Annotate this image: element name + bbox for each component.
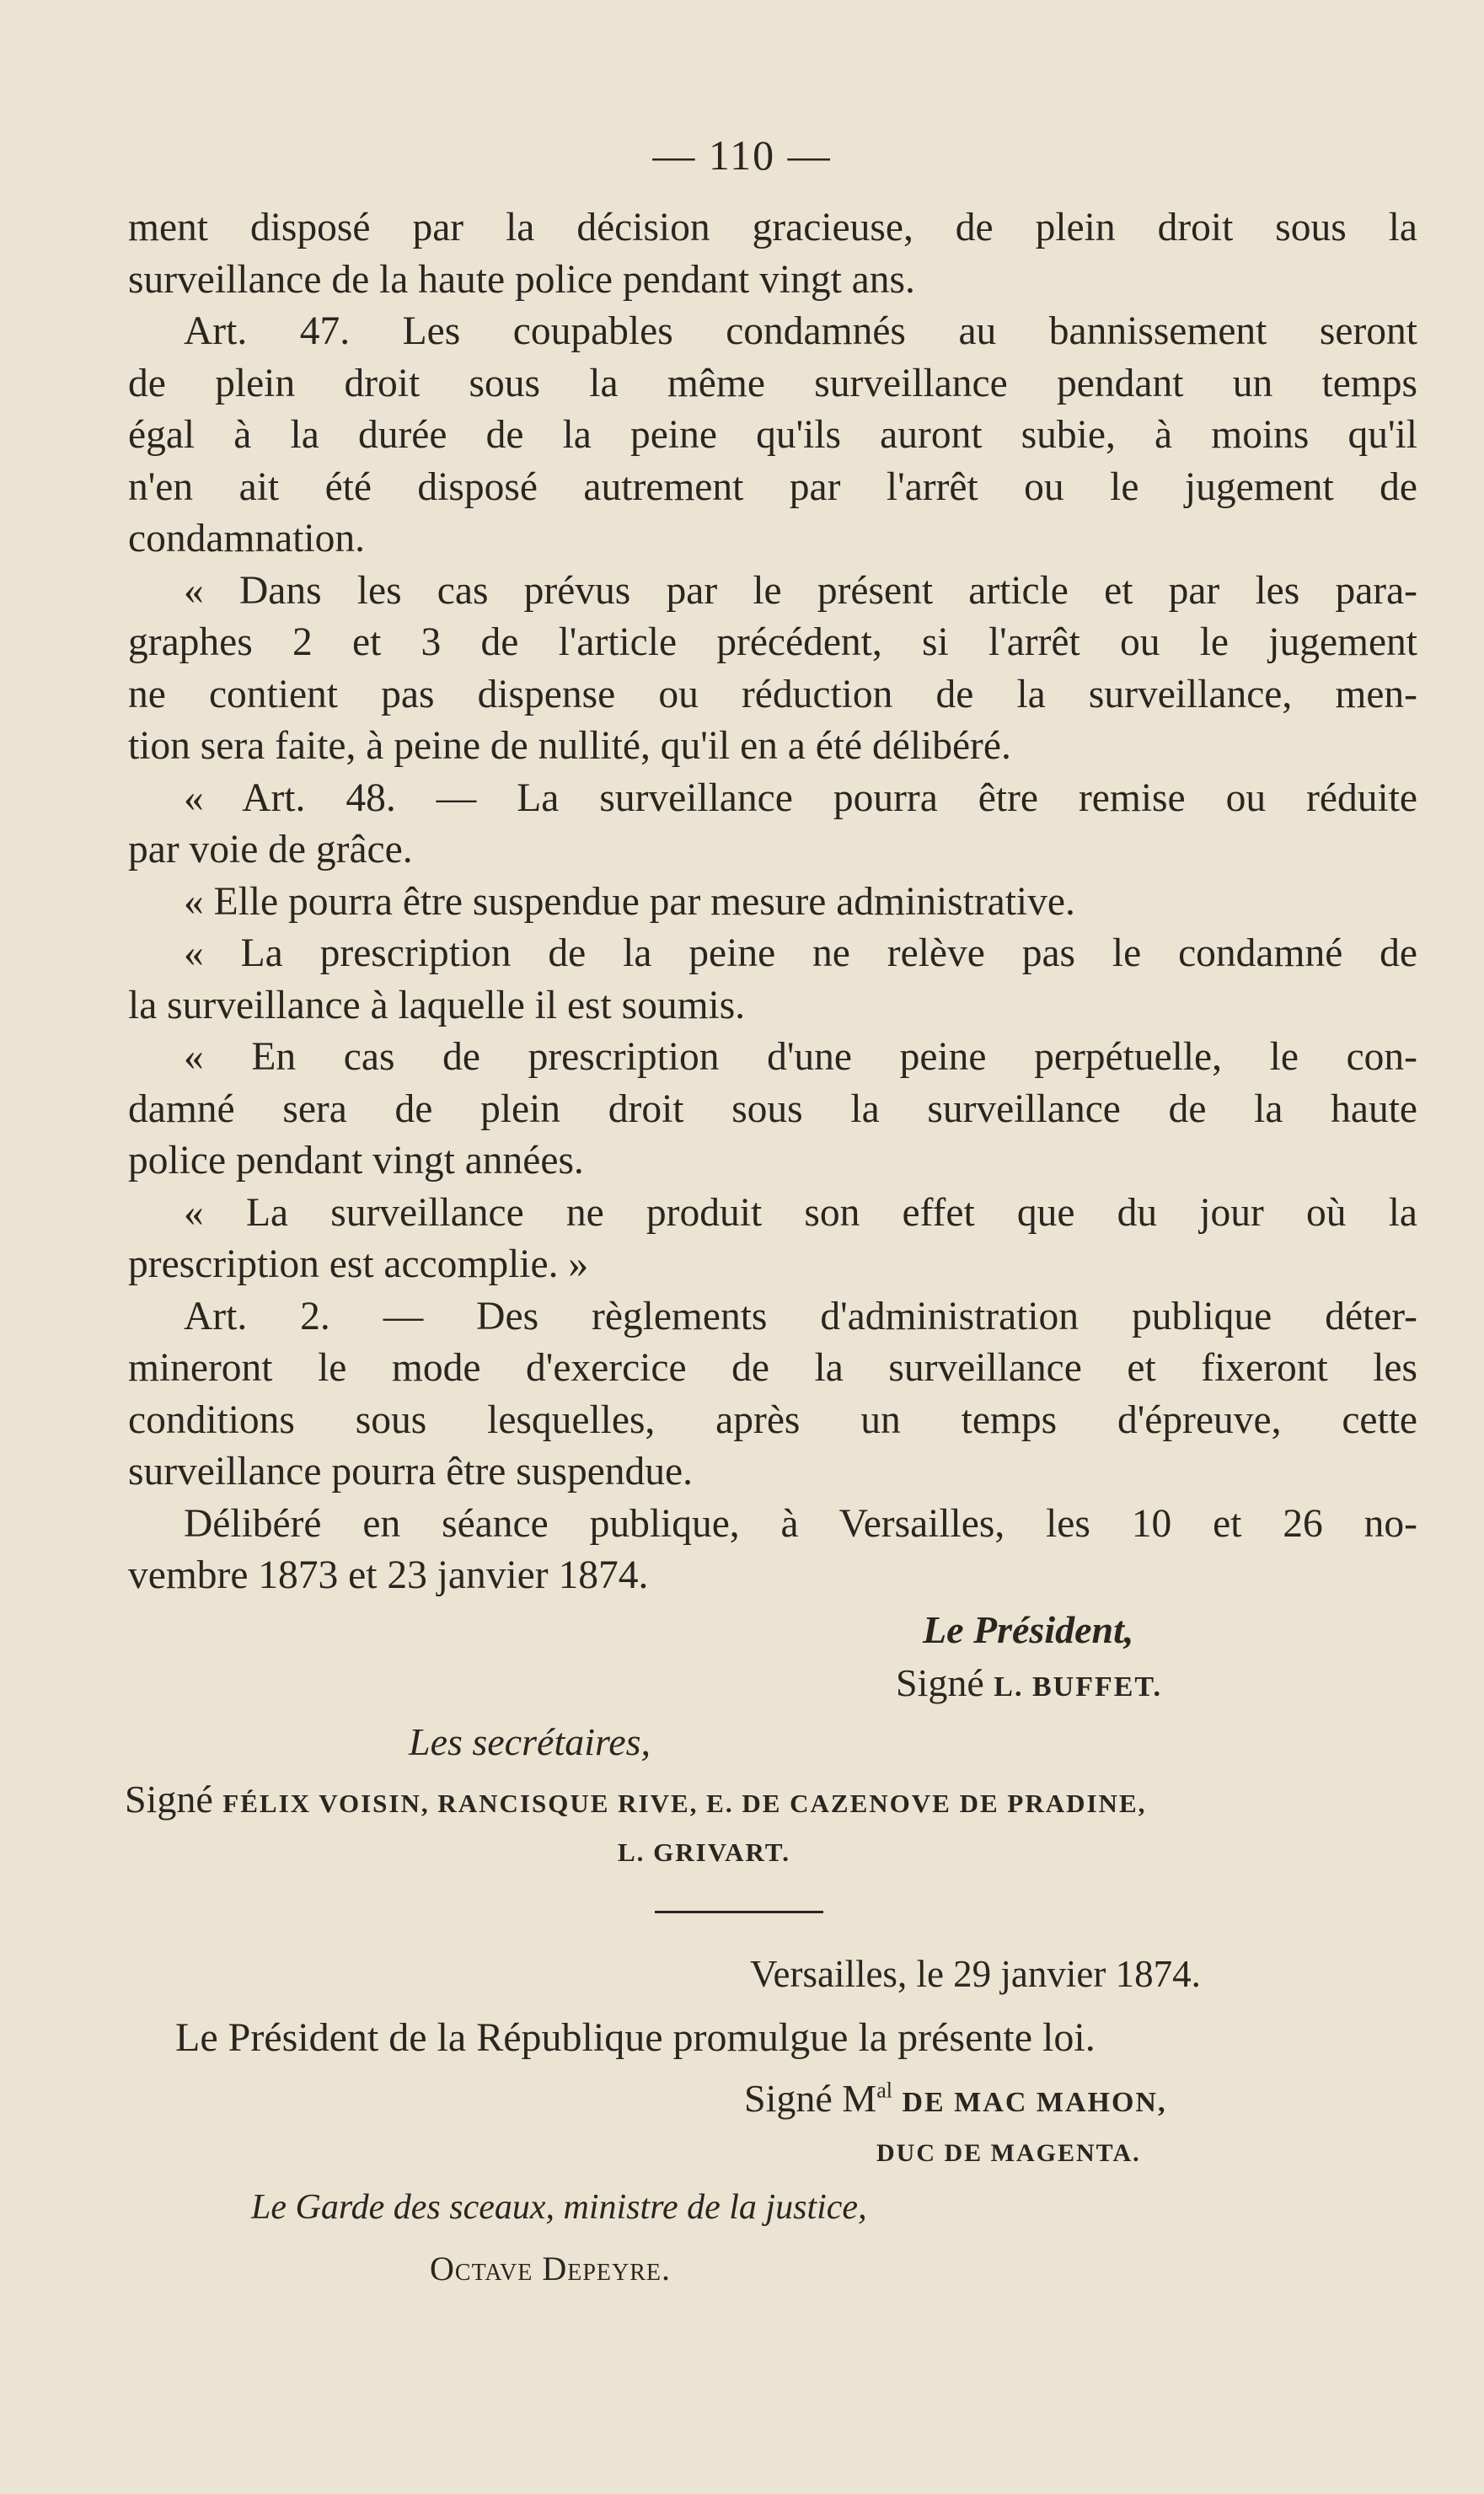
text-line: « La surveillance ne produit son effet que du jour où la (184, 1190, 1417, 1235)
text-line: police pendant vingt années. (128, 1139, 584, 1183)
president-name: L. BUFFET. (994, 1671, 1163, 1703)
text-line: ne contient pas dispense ou réduction de la surveillance, men- (128, 672, 1417, 716)
text-line: n'en ait été disposé autrement par l'arrêt ou le jugement de (128, 464, 1417, 509)
signe-label: Signé M (744, 2077, 877, 2120)
text-line: « La prescription de la peine ne relève pas le condamné de (184, 931, 1417, 975)
page-number: — 110 — (652, 131, 832, 179)
signe-label: Signé (125, 1778, 213, 1821)
text-line: condamnation. (128, 517, 365, 560)
text-line: « En cas de prescription d'une peine perpétuelle, le con- (184, 1035, 1417, 1079)
secretaires-title: Les secrétaires, (409, 1720, 651, 1763)
separator-rule (655, 1911, 823, 1913)
secretaires-signature (125, 1777, 1146, 1821)
text-line: la surveillance à laquelle il est soumis. (128, 983, 746, 1027)
text-line: surveillance de la haute police pendant vingt ans. (128, 257, 915, 302)
text-line: prescription est accomplie. » (128, 1242, 589, 1286)
promulgation-text: Le Président de la République promulgue la présente loi. (175, 2015, 1096, 2060)
superscript: al (876, 2078, 892, 2103)
text-line: Art. 47. Les coupables condamnés au bannissement seront (184, 309, 1417, 353)
text-line: mineront le mode d'exercice de la surveillance et fixeront les (128, 1346, 1417, 1390)
text-line: par voie de grâce. (128, 828, 413, 872)
president-title: Le Président, (923, 1608, 1134, 1651)
body-text (128, 202, 1417, 1602)
text-line: surveillance pourra être suspendue. (128, 1450, 694, 1494)
mac-mahon-name: DE MAC MAHON, (902, 2087, 1167, 2118)
text-line: « Elle pourra être suspendue par mesure administrative. (184, 879, 1075, 924)
text-line: damné sera de plein droit sous la surveillance de la haute (128, 1086, 1417, 1131)
text-line: « Art. 48. — La surveillance pourra être remise ou réduite (184, 775, 1417, 820)
text-line: ment disposé par la décision gracieuse, de plein droit sous la (128, 206, 1417, 249)
text-line: tion sera faite, à peine de nullité, qu'il en a été délibéré. (128, 724, 1011, 768)
text-line: graphes 2 et 3 de l'article précédent, si l'arrêt ou le jugement (128, 620, 1417, 664)
secretaires-names-line2: L. GRIVART. (618, 1837, 790, 1867)
mac-mahon-signature (744, 2076, 1166, 2121)
mac-mahon-title: DUC DE MAGENTA. (876, 2139, 1141, 2167)
text-line: conditions sous lesquelles, après un temps d'épreuve, cette (128, 1397, 1417, 1442)
text-line: « Dans les cas prévus par le présent article et par les para- (184, 568, 1417, 613)
garde-title: Le Garde des sceaux, ministre de la justice, (251, 2188, 867, 2227)
text-line: Délibéré en séance publique, à Versailles, les 10 et 26 no- (184, 1501, 1417, 1546)
text-line: vembre 1873 et 23 janvier 1874. (128, 1553, 649, 1597)
text-line: Art. 2. — Des règlements d'administration publique déter- (184, 1294, 1417, 1338)
promulgation-date: Versailles, le 29 janvier 1874. (750, 1953, 1201, 1995)
signe-label: Signé (896, 1661, 984, 1704)
garde-name: Octave Depeyre. (430, 2250, 672, 2288)
secretaires-names: FÉLIX VOISIN, RANCISQUE RIVE, E. DE CAZENOVE DE PRADINE, (222, 1789, 1147, 1818)
text-line: de plein droit sous la même surveillance pendant un temps (128, 361, 1417, 405)
text-line: égal à la durée de la peine qu'ils auront subie, à moins qu'il (128, 413, 1417, 457)
president-signature (896, 1660, 1162, 1705)
